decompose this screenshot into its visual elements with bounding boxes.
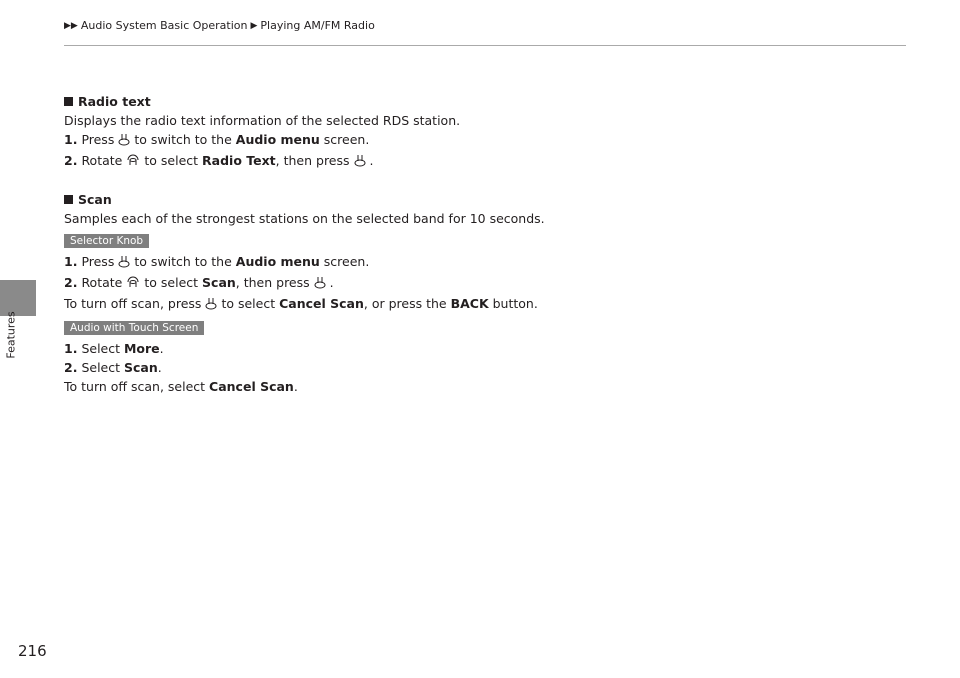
- scan-knob-step-1: 1. Press to switch to the Audio menu screen.: [64, 252, 884, 273]
- scan-touch-step-1: 1. Select More.: [64, 341, 164, 356]
- press-knob-icon: [314, 275, 326, 294]
- selector-knob-badge: Selector Knob: [64, 228, 884, 252]
- touch-screen-badge: Audio with Touch Screen: [64, 315, 884, 339]
- scan-touch-turn-off: To turn off scan, select Cancel Scan.: [64, 379, 298, 394]
- breadcrumb-item-audio-system[interactable]: Audio System Basic Operation: [80, 19, 248, 32]
- rotate-knob-icon: [126, 275, 140, 294]
- section-heading-scan: Scan: [64, 190, 884, 209]
- header-rule: [64, 45, 906, 46]
- rotate-knob-icon: [126, 153, 140, 172]
- scan-knob-step-2: 2. Rotate to select Scan, then press .: [64, 273, 884, 294]
- scan-touch-step-2: 2. Select Scan.: [64, 360, 162, 375]
- scan-knob-turn-off: To turn off scan, press to select Cancel Scan, or press the BACK button.: [64, 294, 884, 315]
- press-knob-icon: [205, 296, 217, 315]
- page-number: 216: [18, 642, 47, 660]
- press-knob-icon: [118, 132, 130, 151]
- breadcrumb-arrow-icon: ▶: [250, 20, 258, 31]
- scan-description: Samples each of the strongest stations on the selected band for 10 seconds.: [64, 211, 545, 226]
- radio-text-step-1: 1. Press to switch to the Audio menu screen.: [64, 130, 884, 151]
- radio-text-step-2: 2. Rotate to select Radio Text, then press .: [64, 151, 884, 172]
- page-content: [64, 92, 884, 396]
- breadcrumb-arrow-icon: ▶▶: [64, 20, 78, 31]
- section-heading-radio-text: Radio text: [64, 92, 884, 111]
- breadcrumb-item-am-fm[interactable]: Playing AM/FM Radio: [260, 19, 375, 32]
- square-bullet-icon: [64, 97, 73, 106]
- press-knob-icon: [354, 153, 366, 172]
- square-bullet-icon: [64, 195, 73, 204]
- press-knob-icon: [118, 254, 130, 273]
- breadcrumb: [64, 19, 375, 32]
- section-label: Features: [4, 311, 18, 359]
- radio-text-description: Displays the radio text information of the selected RDS station.: [64, 113, 461, 128]
